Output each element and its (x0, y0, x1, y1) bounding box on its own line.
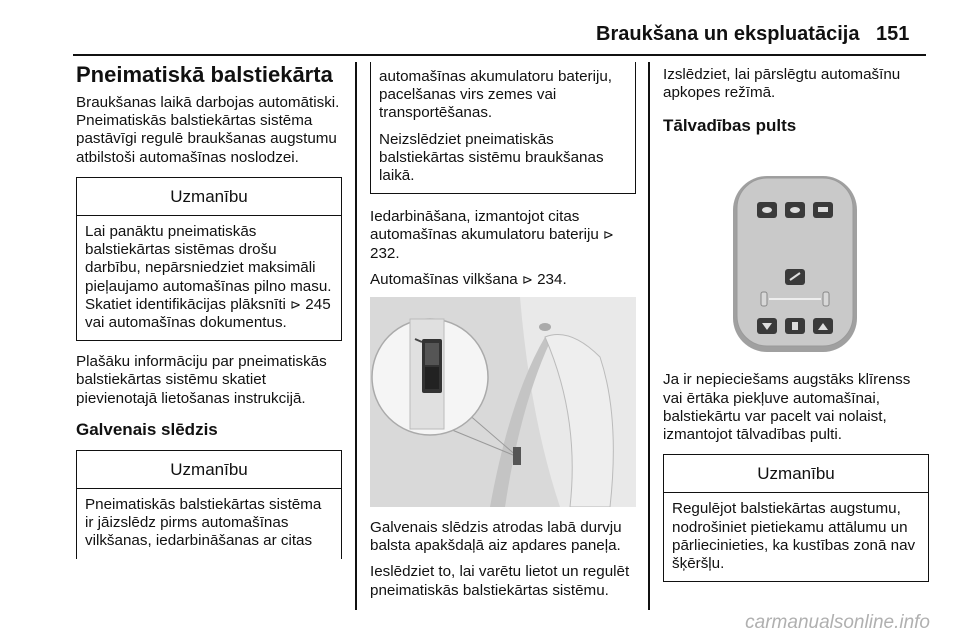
page-ref[interactable]: 234. (537, 270, 567, 288)
caution-title: Uzmanību (77, 178, 341, 216)
header-divider (73, 54, 926, 56)
caution-box-1 (76, 177, 342, 341)
intro-paragraph: Braukšanas laikā darbojas automātiski. Pneimatiskās balstiekārtas sistēma pastāvīgi regulē braukšanas augstumu atbilstoši automašīnas noslodzei. (76, 94, 340, 166)
caution-box-2-continued (370, 62, 636, 194)
caution-text-tail: vai automašīnas dokumentus. (85, 314, 287, 332)
page-ref[interactable]: 232. (370, 244, 400, 262)
subheading-main-switch: Galvenais slēdzis (76, 419, 218, 439)
page-header (0, 0, 960, 56)
caution-box-3 (663, 454, 929, 582)
column-divider-1 (355, 62, 357, 610)
towing-paragraph: Automašīnas vilkšana ⊳ 234. (370, 270, 567, 288)
caution-box-2 (76, 450, 342, 559)
caution-body (77, 216, 341, 340)
page-number: 151 (876, 23, 910, 45)
caution-continued-text: automašīnas akumulatoru bateriju, pacelšanas virs zemes vai transportēšanas. (379, 68, 613, 122)
caution-title: Uzmanību (77, 451, 341, 489)
jump-start-paragraph: Iedarbināšana, izmantojot citas automašīnas akumulatoru bateriju ⊳ 232. (370, 208, 614, 262)
watermark: carmanualsonline.info (745, 612, 930, 633)
ref-arrow-icon: ⊳ (521, 271, 533, 287)
switch-location-paragraph: Galvenais slēdzis atrodas labā durvju balsta apakšdaļā aiz apdares paneļa. (370, 519, 622, 555)
column-3 (663, 66, 929, 582)
ref-arrow-icon: ⊳ (603, 227, 614, 243)
caution-text: Lai panāktu pneimatiskās balstiekārtas sistēmas drošu darbību, nepārsniedziet maksimāli pieļaujamo automašīnas pilno masu. Skatiet identifikācijas plāksnīti (85, 223, 332, 313)
column-2 (370, 66, 636, 608)
remote-usage-paragraph: Ja ir nepieciešams augstāks klīrenss vai ērtāka piekļuve automašīnai, balstiekārtu var pacelt vai nolaist, izmantojot tālvadības pulti. (663, 371, 911, 444)
switch-on-paragraph: Ieslēdziet to, lai varētu lietot un regulēt pneimatiskās balstiekārtas sistēmu. (370, 563, 630, 599)
remote-preset-buttons (757, 202, 833, 218)
column-divider-2 (648, 62, 650, 610)
heading-air-suspension: Pneimatiskā balstiekārta (76, 62, 333, 87)
column-1 (76, 62, 342, 559)
subheading-remote-control: Tālvadības pults (663, 116, 797, 136)
remote-control-illustration (663, 146, 929, 359)
section-title: Braukšana un ekspluatācija (596, 23, 860, 45)
ref-arrow-icon: ⊳ (290, 296, 302, 312)
service-mode-paragraph: Izslēdziet, lai pārslēgtu automašīnu apkopes režīmā. (663, 66, 901, 102)
info-paragraph: Plašāku informāciju par pneimatiskās balstiekārtas sistēmu skatiet pievienotajā lietošanas instrukcijā. (76, 353, 327, 407)
main-switch-illustration (370, 297, 636, 507)
caution-body: Pneimatiskās balstiekārtas sistēma ir jāizslēdz pirms automašīnas vilkšanas, iedarbināšanas ar citas (85, 496, 322, 550)
caution-body: Regulējot balstiekārtas augstumu, nodrošiniet pietiekamu attālumu un pārliecinieties, ka kustības zonā nav šķēršļu. (672, 500, 916, 573)
caution-title: Uzmanību (664, 455, 928, 493)
page-ref[interactable]: 245 (305, 295, 331, 313)
caution-continued-text-2: Neizslēdziet pneimatiskās balstiekārtas sistēmu braukšanas laikā. (379, 130, 604, 185)
